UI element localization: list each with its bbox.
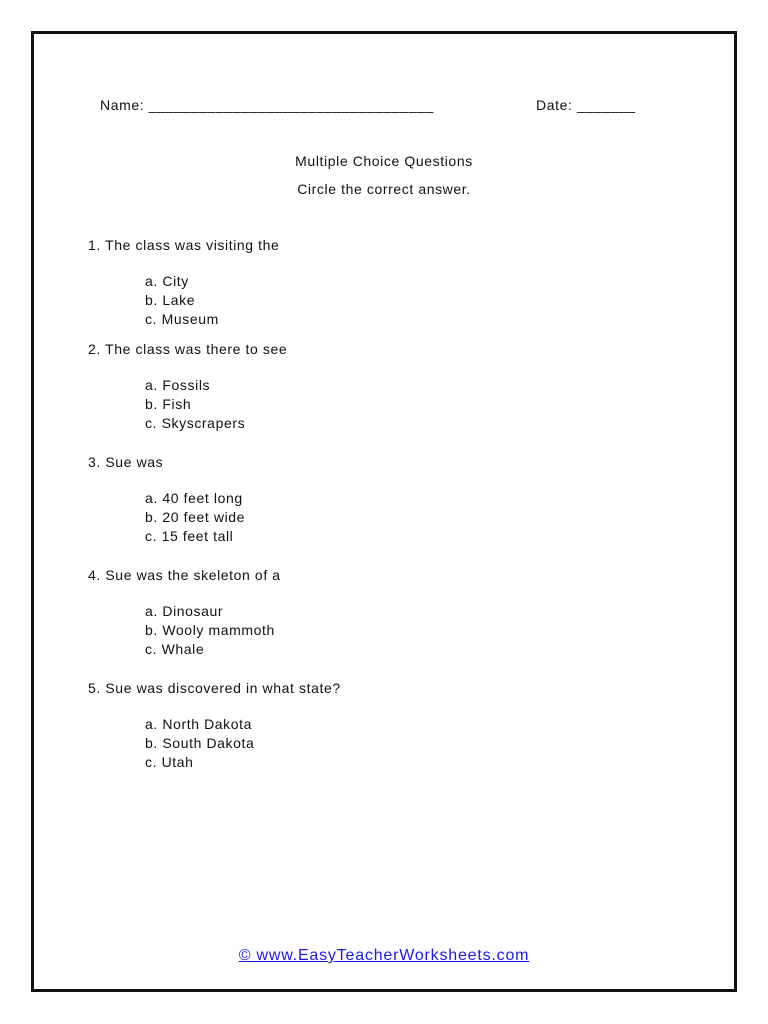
answer-option: c. 15 feet tall	[145, 528, 234, 544]
date-field-label: Date: _______	[536, 97, 636, 113]
answer-options	[88, 272, 688, 329]
answer-option: b. Wooly mammoth	[145, 622, 275, 638]
question-text: 2. The class was there to see	[88, 341, 288, 357]
answer-option: c. Skyscrapers	[145, 415, 246, 431]
question-5	[88, 679, 688, 772]
answer-options	[88, 489, 688, 546]
answer-option: b. Lake	[145, 292, 196, 308]
answer-option: b. Fish	[145, 396, 192, 412]
name-field-label: Name: __________________________________	[100, 97, 434, 113]
question-3	[88, 453, 688, 546]
answer-option: c. Whale	[145, 641, 205, 657]
answer-option: b. South Dakota	[145, 735, 255, 751]
question-text: 4. Sue was the skeleton of a	[88, 567, 281, 583]
question-2	[88, 340, 688, 433]
answer-option: a. City	[145, 273, 189, 289]
question-text: 3. Sue was	[88, 454, 164, 470]
answer-option: c. Museum	[145, 311, 219, 327]
worksheet-page	[31, 31, 737, 992]
question-4	[88, 566, 688, 659]
answer-options	[88, 602, 688, 659]
answer-option: a. 40 feet long	[145, 490, 243, 506]
answer-option: c. Utah	[145, 754, 194, 770]
question-text: 1. The class was visiting the	[88, 237, 280, 253]
worksheet-instructions: Circle the correct answer.	[297, 181, 471, 197]
answer-option: a. Dinosaur	[145, 603, 224, 619]
question-text: 5. Sue was discovered in what state?	[88, 680, 341, 696]
answer-options	[88, 376, 688, 433]
answer-option: a. Fossils	[145, 377, 211, 393]
answer-options	[88, 715, 688, 772]
website-link[interactable]: © www.EasyTeacherWorksheets.com	[238, 947, 530, 964]
answer-option: a. North Dakota	[145, 716, 253, 732]
answer-option: b. 20 feet wide	[145, 509, 246, 525]
question-1	[88, 236, 688, 329]
worksheet-title: Multiple Choice Questions	[295, 153, 473, 169]
